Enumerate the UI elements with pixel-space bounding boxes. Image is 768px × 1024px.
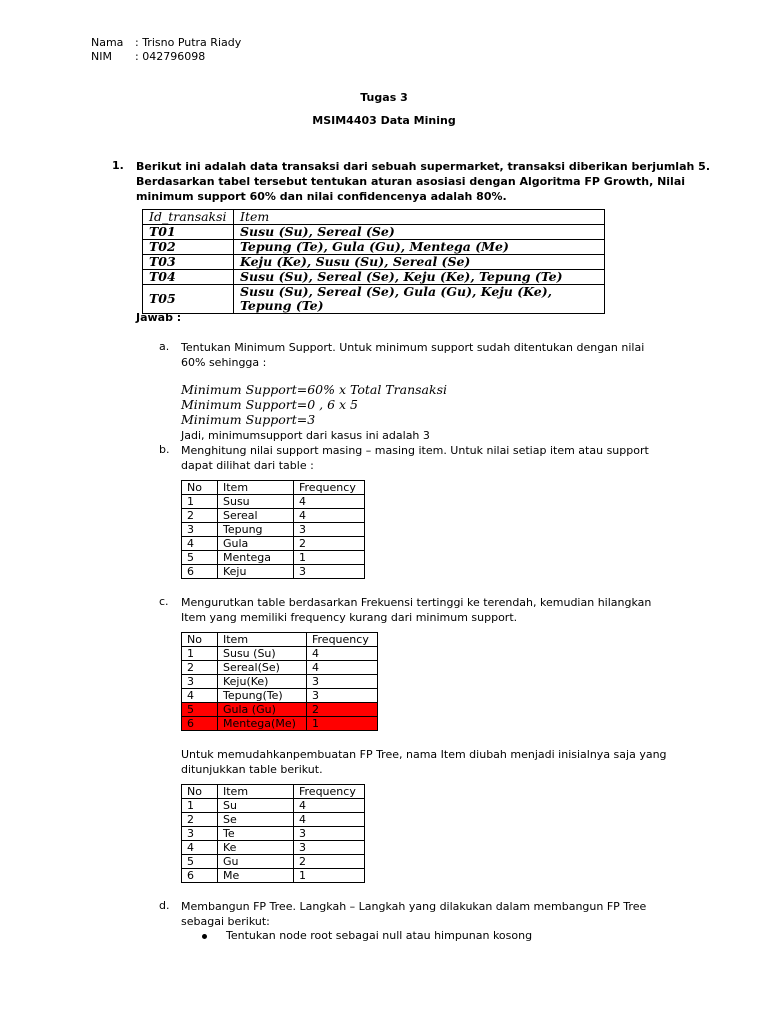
name-value: : Trisno Putra Riady [135,36,242,49]
table-cell: 2 [307,703,378,717]
table-cell: Se [218,813,294,827]
table-cell: Susu (Su) [218,647,307,661]
part-c-label: c. [159,595,169,608]
table-cell: Gula [218,537,294,551]
part-d-text [181,899,646,929]
table-row [143,225,605,240]
table-cell: Tepung (Te), Gula (Gu), Mentega (Me) [234,240,605,255]
table-header-cell: No [182,785,218,799]
question-line: Berdasarkan tabel tersebut tentukan aturan asosiasi dengan Algoritma FP Growth, Nilai [136,175,686,188]
table-row [182,523,365,537]
table-cell: 4 [307,647,378,661]
table-header-row [143,210,605,225]
table-cell: Susu [218,495,294,509]
paragraph-line: Mengurutkan table berdasarkan Frekuensi tertinggi ke terendah, kemudian hilangkan [181,596,652,609]
table-row-removed [182,703,378,717]
table-cell: 4 [307,661,378,675]
table-row [182,841,365,855]
table-cell: Te [218,827,294,841]
table-row [143,285,605,314]
table-cell: 2 [182,813,218,827]
table-cell: 1 [307,717,378,731]
table-cell: 3 [294,827,365,841]
table-cell: 4 [294,509,365,523]
table-row [182,813,365,827]
table-cell: 1 [182,495,218,509]
part-a-conclusion: Jadi, minimumsupport dari kasus ini adalah 3 [181,429,430,442]
table-cell: Tepung [218,523,294,537]
table-header-cell: Item [218,633,307,647]
table-row [182,855,365,869]
paragraph-line: Menghitung nilai support masing – masing item. Untuk nilai setiap item atau support [181,444,649,457]
table-cell: 4 [294,799,365,813]
table-row [182,537,365,551]
table-header-cell: No [182,633,218,647]
question-text [136,159,710,204]
table-row [182,689,378,703]
table-cell: Tepung(Te) [218,689,307,703]
question-line: Berikut ini adalah data transaksi dari sebuah supermarket, transaksi diberikan berjumlah 5. [136,160,710,173]
table-cell: 4 [182,689,218,703]
table-cell: Me [218,869,294,883]
table-cell: Su [218,799,294,813]
table-row [182,565,365,579]
table-cell: Mentega(Me) [218,717,307,731]
table-header-cell: Item [234,210,605,225]
table-cell: 3 [182,675,218,689]
paragraph-line: Untuk memudahkanpembuatan FP Tree, nama Item diubah menjadi inisialnya saja yang [181,748,667,761]
table-row [143,270,605,285]
table-row [182,551,365,565]
table-cell: Keju(Ke) [218,675,307,689]
table-cell: T01 [143,225,234,240]
support-table [181,480,365,579]
table-cell: T03 [143,255,234,270]
paragraph-line: sebagai berikut: [181,915,270,928]
table-cell: Susu (Su), Sereal (Se), Keju (Ke), Tepung (Te) [234,270,605,285]
initials-table [181,784,365,883]
sorted-support-table [181,632,378,731]
table-cell: Ke [218,841,294,855]
table-row [182,799,365,813]
part-b-text [181,443,649,473]
table-cell: T02 [143,240,234,255]
table-cell: 3 [182,827,218,841]
question-number: 1. [112,159,124,172]
table-cell: Gula (Gu) [218,703,307,717]
table-cell: 5 [182,551,218,565]
part-a-label: a. [159,340,170,353]
table-cell: 3 [294,523,365,537]
table-row [182,827,365,841]
name-label: Nama [91,36,124,49]
table-cell: 3 [307,675,378,689]
table-header-row [182,481,365,495]
bullet-icon [202,934,207,939]
question-line: minimum support 60% dan nilai confidencenya adalah 80%. [136,190,507,203]
table-cell: 3 [294,565,365,579]
transactions-table [142,209,605,314]
table-cell: 6 [182,565,218,579]
table-row [182,509,365,523]
paragraph-line: 60% sehingga : [181,356,267,369]
table-row [182,647,378,661]
course-title: MSIM4403 Data Mining [312,114,456,127]
table-cell: 5 [182,855,218,869]
table-cell: Susu (Su), Sereal (Se), Gula (Gu), Keju (Ke), Tepung (Te) [234,285,605,314]
nim-label: NIM [91,50,112,63]
table-row [143,240,605,255]
table-row [182,495,365,509]
table-cell: Mentega [218,551,294,565]
nim-value: : 042796098 [135,50,206,63]
table-cell: 4 [294,813,365,827]
paragraph-line: Item yang memiliki frequency kurang dari minimum support. [181,611,518,624]
part-a-text [181,340,644,370]
table-header-cell: Item [218,481,294,495]
answer-label: Jawab : [136,311,182,324]
table-cell: 1 [182,647,218,661]
table-row [182,661,378,675]
table-cell: T05 [143,285,234,314]
table-cell: Gu [218,855,294,869]
table-header-cell: Frequency [294,785,365,799]
table-cell: 1 [294,869,365,883]
part-d-label: d. [159,899,170,912]
table-cell: 5 [182,703,218,717]
table-cell: 2 [294,537,365,551]
table-cell: 1 [182,799,218,813]
table-cell: 1 [294,551,365,565]
table-cell: 2 [182,509,218,523]
formula-line: Minimum Support=60% x Total Transaksi [181,382,447,397]
table-cell: Sereal(Se) [218,661,307,675]
paragraph-line: Tentukan Minimum Support. Untuk minimum support sudah ditentukan dengan nilai [181,341,645,354]
table-cell: 3 [294,841,365,855]
table-header-row [182,785,365,799]
table-cell: 6 [182,717,218,731]
table-row [182,675,378,689]
table-cell: 3 [182,523,218,537]
paragraph-line: Membangun FP Tree. Langkah – Langkah yang dilakukan dalam membangun FP Tree [181,900,647,913]
table-header-cell: Id_transaksi [143,210,234,225]
table-cell: Sereal [218,509,294,523]
table-cell: 2 [294,855,365,869]
table-cell: 4 [182,537,218,551]
paragraph-line: ditunjukkan table berikut. [181,763,323,776]
paragraph-line: dapat dilihat dari table : [181,459,314,472]
table-header-cell: Frequency [294,481,365,495]
table-header-cell: Frequency [307,633,378,647]
formula-line: Minimum Support=0 , 6 x 5 [181,397,358,412]
table-cell: 2 [182,661,218,675]
table-row-removed [182,717,378,731]
table-header-row [182,633,378,647]
table-header-cell: Item [218,785,294,799]
document-title: Tugas 3 [360,91,408,104]
table-cell: 3 [307,689,378,703]
table-cell: T04 [143,270,234,285]
bullet-text: Tentukan node root sebagai null atau himpunan kosong [226,929,533,942]
table-header-cell: No [182,481,218,495]
table-cell: 4 [294,495,365,509]
table-row [182,869,365,883]
part-b-label: b. [159,443,170,456]
table-cell: 6 [182,869,218,883]
table-cell: Keju (Ke), Susu (Su), Sereal (Se) [234,255,605,270]
part-c-text [181,595,651,625]
table-cell: Keju [218,565,294,579]
table-cell: Susu (Su), Sereal (Se) [234,225,605,240]
formula-line: Minimum Support=3 [181,412,316,427]
table-cell: 4 [182,841,218,855]
part-c-note [181,747,667,777]
table-row [143,255,605,270]
